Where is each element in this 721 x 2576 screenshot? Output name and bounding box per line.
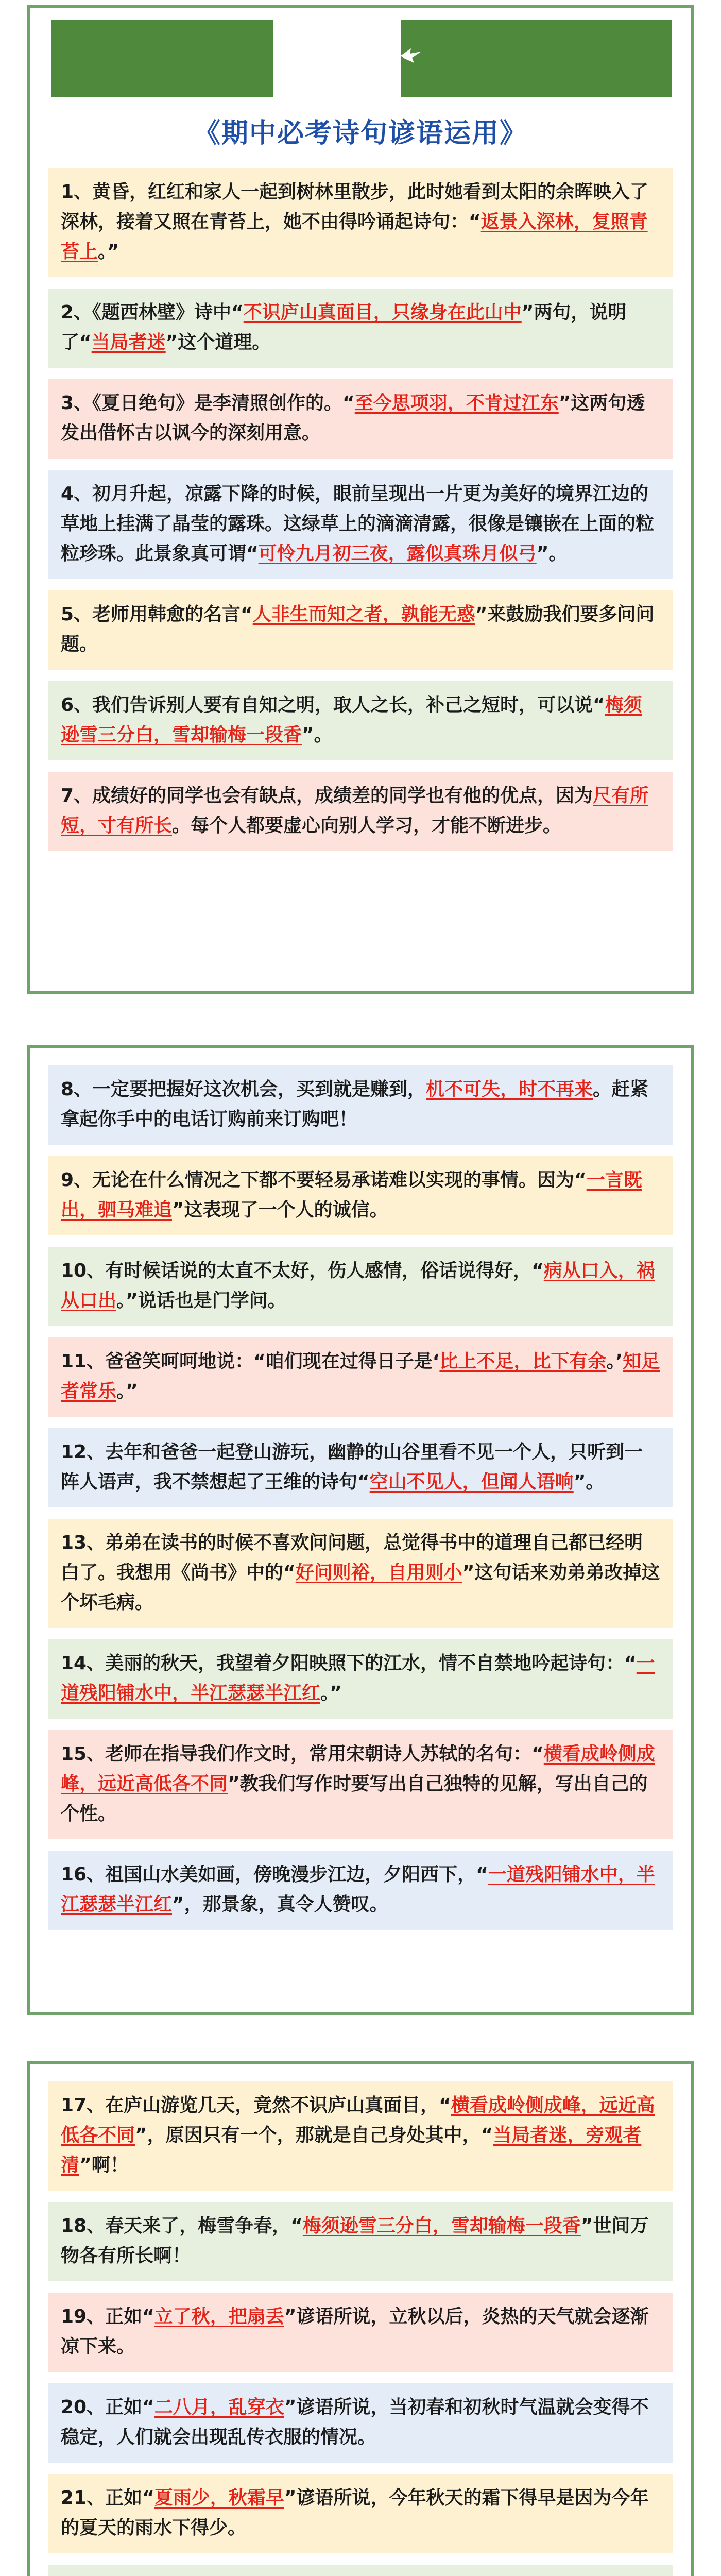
list-item	[48, 2081, 673, 2191]
item-text: 17、在庐山游览几天，竟然不识庐山真面目，“	[61, 2095, 451, 2116]
item-highlight: 返景入深林，复照青苔上	[61, 211, 648, 262]
item-highlight: 人非生而知之者，孰能无惑	[252, 604, 475, 625]
item-highlight: 立了秋，把扇丢	[154, 2306, 284, 2327]
list-item	[48, 2293, 673, 2372]
list-item	[48, 289, 673, 368]
header-white-box	[273, 20, 401, 97]
item-text: 14、美丽的秋天，我望着夕阳映照下的江水，情不自禁地吟起诗句：“	[61, 1653, 637, 1674]
list-item	[48, 1337, 673, 1417]
list-item	[48, 379, 673, 459]
item-highlight: 尺有所短，寸有所长	[61, 785, 649, 836]
item-text: 5、老师用韩愈的名言“	[61, 604, 253, 625]
section-two	[27, 1045, 694, 2015]
section-one	[27, 5, 694, 994]
item-text: 8、一定要把握好这次机会，买到就是赚到，	[61, 1079, 426, 1100]
list-item	[48, 2474, 673, 2553]
section-three	[27, 2061, 694, 2576]
item-text: 10、有时候话说的太直不太好，伤人感情，俗话说得好，“	[61, 1260, 544, 1281]
item-text: 。每个人都要虚心向别人学习，才能不断进步。	[172, 815, 562, 836]
list-item	[48, 1519, 673, 1628]
item-text: ”谚语所说，当初春和初秋时气温就会变得不稳定，人们就会出现乱传衣服的情况。	[61, 2397, 649, 2448]
item-text: ”这句话来劝弟弟改掉这个坏毛病。	[61, 1562, 660, 1613]
item-list	[48, 2081, 673, 2576]
item-text: 。’	[606, 1351, 623, 1372]
item-highlight: 横看成岭侧成峰，远近高低各不同	[61, 1743, 655, 1794]
item-highlight: 好问则裕，自用则小	[295, 1562, 462, 1583]
item-text: 15、老师在指导我们作文时，常用宋朝诗人苏轼的名句：“	[61, 1743, 544, 1765]
list-item	[48, 1730, 673, 1839]
list-item	[48, 2383, 673, 2463]
header-banner	[52, 20, 672, 97]
item-highlight: 知足者常乐	[61, 1351, 660, 1402]
item-text: ”教我们写作时要写出自己独特的见解，写出自己的个性。	[61, 1773, 648, 1824]
item-text: 1、黄昏，红红和家人一起到树林里散步，此时她看到太阳的余晖映入了深林，接着又照在青苔上，她不由得吟诵起诗句：“	[61, 181, 649, 232]
list-item	[48, 772, 673, 851]
item-text: ”，那景象，真令人赞叹。	[172, 1894, 388, 1915]
item-highlight: 横看成岭侧成峰，远近高低各不同	[61, 2095, 655, 2146]
item-text: 。”	[98, 241, 119, 262]
item-text: ”这表现了一个人的诚信。	[172, 1199, 388, 1221]
item-highlight: 梅须逊雪三分白，雪却输梅一段香	[302, 2215, 581, 2236]
item-highlight: 病从口入，祸从口出	[61, 1260, 655, 1311]
item-text: 20、正如“	[61, 2397, 154, 2418]
item-text: 11、爸爸笑呵呵地说：“咱们现在过得日子是‘	[61, 1351, 440, 1372]
list-item	[48, 2202, 673, 2281]
item-text: 12、去年和爸爸一起登山游玩，幽静的山谷里看不见一个人，只听到一阵人语声，我不禁想起了王维的诗句“	[61, 1442, 643, 1493]
item-highlight: 夏雨少，秋霜早	[154, 2487, 284, 2509]
leaf-icon	[400, 46, 422, 65]
item-highlight: 可怜九月初三夜，露似真珠月似弓	[258, 543, 537, 564]
list-item	[48, 168, 673, 277]
item-highlight: 一言既出，驷马难追	[61, 1170, 642, 1221]
list-item	[48, 1851, 673, 1930]
item-text: 13、弟弟在读书的时候不喜欢问问题，总觉得书中的道理自己都已经明白了。我想用《尚书》中的“	[61, 1532, 643, 1583]
item-text: ”。	[573, 1471, 605, 1493]
item-highlight: 当局者迷	[91, 332, 166, 353]
item-text: ”谚语所说，立秋以后，炎热的天气就会逐渐凉下来。	[61, 2306, 649, 2357]
item-text: 。”	[320, 1683, 342, 1704]
item-text: ”。	[302, 724, 333, 745]
list-item	[48, 1428, 673, 1507]
item-text: ”谚语所说，今年秋天的霜下得早是因为今年的夏天的雨水下得少。	[61, 2487, 649, 2538]
item-text: 4、初月升起，凉露下降的时候，眼前呈现出一片更为美好的境界江边的草地上挂满了晶莹的露珠。这绿草上的滴滴清露，很像是镶嵌在上面的粒粒珍珠。此景象真可谓“	[61, 483, 655, 564]
item-text: ”两句，说明了“	[61, 302, 627, 353]
item-text: 。赶紧拿起你手中的电话订购前来订购吧！	[61, 1079, 649, 1130]
page-title: 《期中必考诗句谚语运用》	[193, 118, 527, 149]
item-text: 。”	[116, 1381, 138, 1402]
item-text: 。”说话也是门学问。	[116, 1290, 286, 1311]
item-highlight: 不识庐山真面目，只缘身在此山中	[243, 302, 522, 323]
item-text: ”来鼓励我们要多问问题。	[61, 604, 655, 655]
list-item	[48, 1156, 673, 1235]
item-highlight: 梅须逊雪三分白，雪却输梅一段香	[61, 694, 642, 745]
item-text: ”这个道理。	[165, 332, 271, 353]
list-item	[48, 1065, 673, 1145]
item-text: 9、无论在什么情况之下都不要轻易承诺难以实现的事情。因为“	[61, 1170, 587, 1191]
item-text: 2、《题西林壁》诗中“	[61, 302, 244, 323]
item-highlight: 一道残阳铺水中，半江瑟瑟半江红	[61, 1653, 655, 1704]
item-text: 3、《夏日绝句》是李清照创作的。“	[61, 393, 355, 414]
item-text: ”，原因只有一个，那就是自己身处其中，“	[135, 2125, 493, 2146]
item-highlight: 至今思项羽，不肯过江东	[354, 393, 559, 414]
list-item	[48, 681, 673, 760]
item-highlight: 当局者迷，旁观者清	[61, 2125, 642, 2176]
list-item	[48, 470, 673, 579]
item-text: 21、正如“	[61, 2487, 154, 2509]
item-text: 19、正如“	[61, 2306, 154, 2327]
list-item	[48, 2565, 673, 2576]
item-text: ”这两句透发出借怀古以讽今的深刻用意。	[61, 393, 645, 444]
item-highlight: 一道残阳铺水中，半江瑟瑟半江红	[61, 1864, 655, 1915]
item-text: 16、祖国山水美如画，傍晚漫步江边，夕阳西下，“	[61, 1864, 488, 1885]
item-list	[48, 168, 673, 862]
item-text: 6、我们告诉别人要有自知之明，取人之长，补己之短时，可以说“	[61, 694, 605, 716]
item-text: 7、成绩好的同学也会有缺点，成绩差的同学也有他的优点，因为	[61, 785, 593, 806]
item-text: ”啊！	[79, 2155, 129, 2176]
item-list	[48, 1065, 673, 1941]
list-item	[48, 590, 673, 670]
item-text: ”世间万物各有所长啊！	[61, 2215, 649, 2266]
item-highlight: 二八月，乱穿衣	[154, 2397, 284, 2418]
item-highlight: 比上不足，比下有余	[439, 1351, 607, 1372]
list-item	[48, 1639, 673, 1719]
item-highlight: 空山不见人，但闻人语响	[369, 1471, 574, 1493]
list-item	[48, 1247, 673, 1326]
item-highlight: 机不可失，时不再来	[426, 1079, 593, 1100]
item-text: 18、春天来了，梅雪争春，“	[61, 2215, 303, 2236]
item-text: ”。	[536, 543, 568, 564]
